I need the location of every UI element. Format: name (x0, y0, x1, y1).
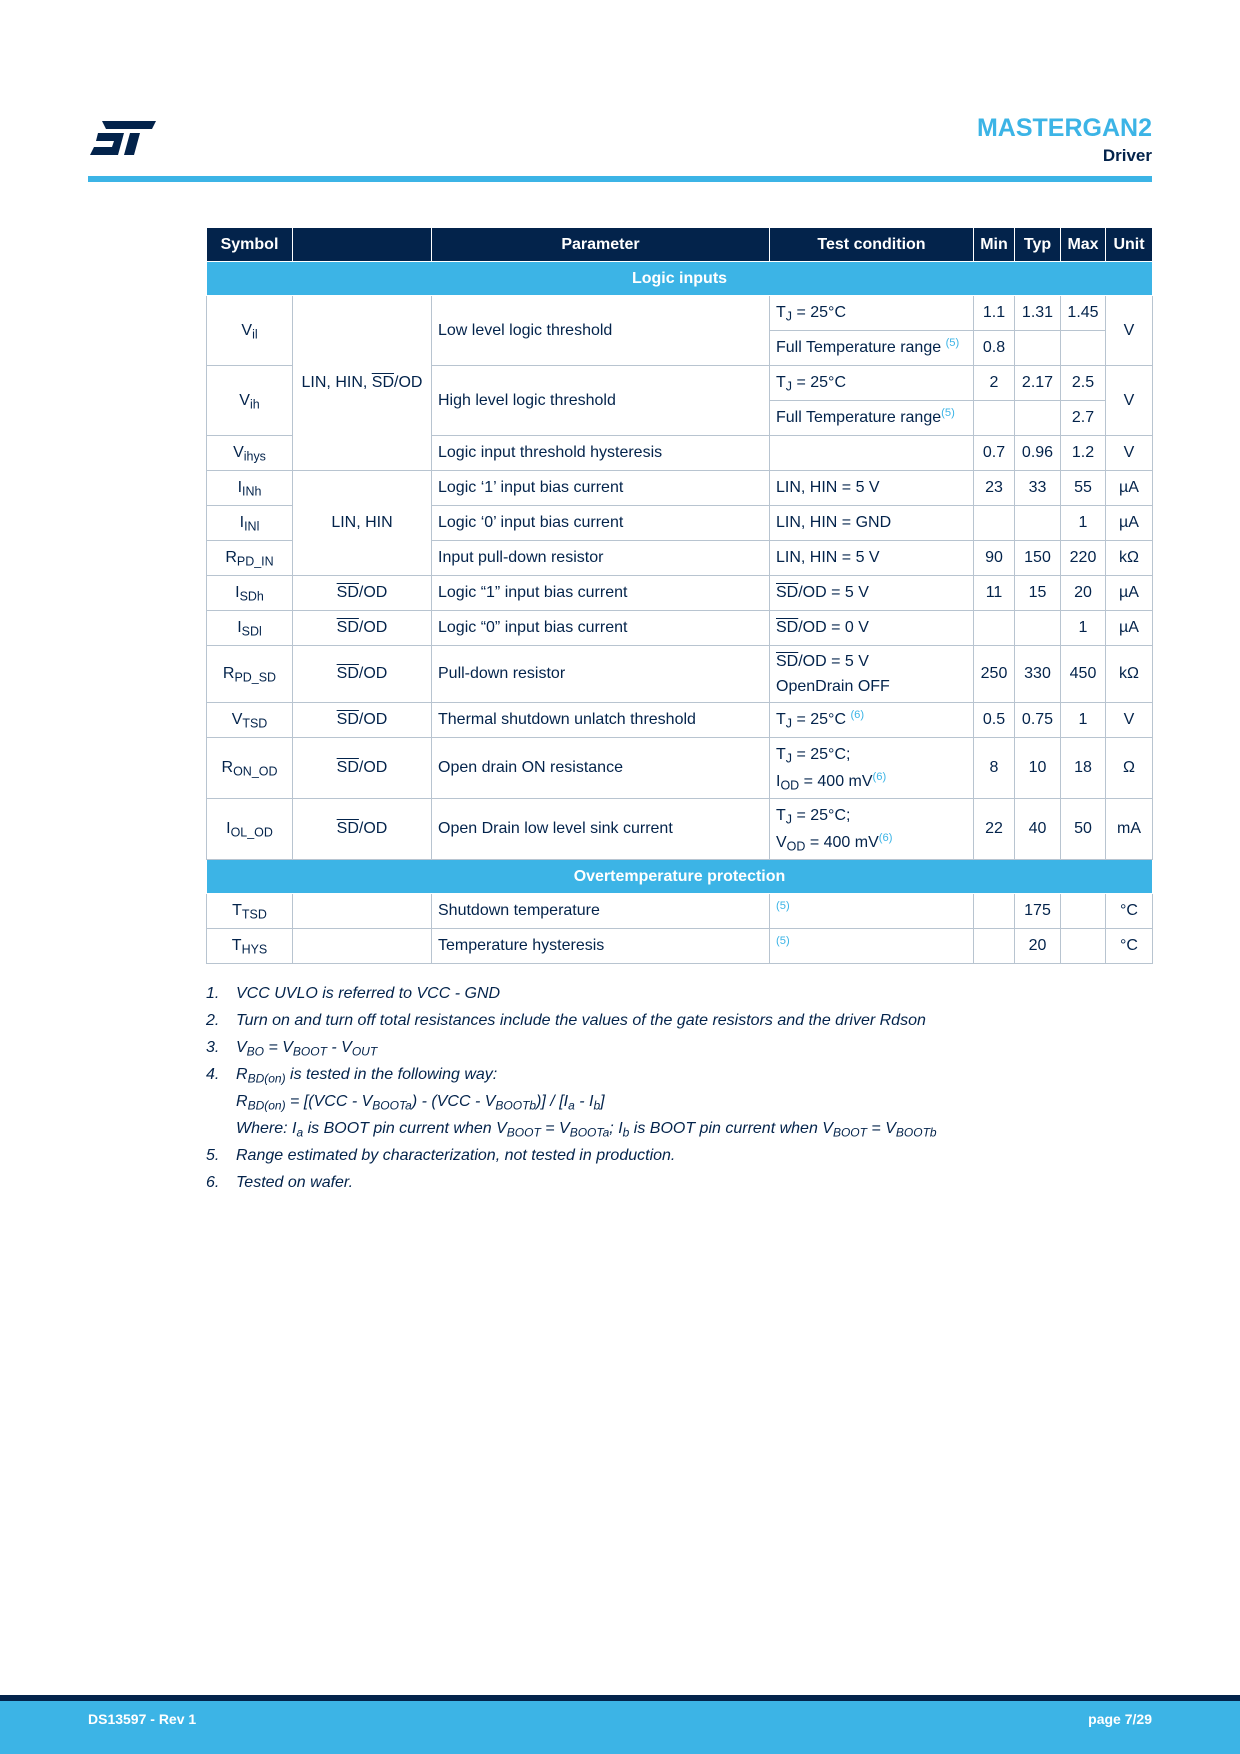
table-notes (206, 980, 1152, 1196)
col-header-test-condition: Test condition (770, 228, 974, 262)
typ-cell (1015, 506, 1061, 541)
note-3: 3. $V_{BO} = V_{BOOT} - V_{OUT}$ (206, 1039, 378, 1059)
symbol-cell: $V_{ih}$ (207, 366, 293, 436)
parameter-cell: Logic “0” input bias current (432, 611, 770, 646)
symbol-cell: $T_{TSD}$ (207, 894, 293, 929)
max-cell: 18 (1061, 738, 1106, 799)
condition-cell: $\overline{SD}/OD = 0$ V (770, 611, 974, 646)
max-cell: 1 (1061, 703, 1106, 738)
document-revision: DS13597 - Rev 1 (88, 1711, 197, 1727)
table-row (207, 576, 1153, 611)
symbol-cell: $R_{ON\_OD}$ (207, 738, 293, 799)
symbol-cell: $V_{TSD}$ (207, 703, 293, 738)
typ-cell (1015, 401, 1061, 436)
typ-cell: 10 (1015, 738, 1061, 799)
min-cell: 90 (974, 541, 1015, 576)
condition-cell (770, 929, 974, 964)
table-row (207, 894, 1153, 929)
section-overtemperature-protection: Overtemperature protection (207, 860, 1153, 894)
table-header-row (207, 228, 1153, 262)
pin-cell: $\overline{SD}/OD$ (293, 703, 432, 738)
max-cell: 20 (1061, 576, 1106, 611)
max-cell (1061, 331, 1106, 366)
pin-cell: $\overline{SD}/OD$ (293, 576, 432, 611)
min-cell (974, 611, 1015, 646)
min-cell: 23 (974, 471, 1015, 506)
table-row (207, 296, 1153, 331)
typ-cell: 150 (1015, 541, 1061, 576)
symbol-cell: $T_{HYS}$ (207, 929, 293, 964)
condition-cell: $T_J = 25^\circ C$; $I_{OD} = 400$ mV$^{(6)}$ (770, 738, 974, 799)
pin-cell (293, 929, 432, 964)
typ-cell: 20 (1015, 929, 1061, 964)
footnote-ref: (5) (776, 934, 790, 947)
parameter-cell: Open Drain low level sink current (432, 799, 770, 860)
condition-cell: LIN, HIN = 5 V (770, 541, 974, 576)
table-row (207, 799, 1153, 860)
unit-cell: kΩ (1106, 646, 1153, 703)
parameter-cell: Shutdown temperature (432, 894, 770, 929)
pin-cell: $\overline{SD}/OD$ (293, 646, 432, 703)
max-cell (1061, 894, 1106, 929)
header-rule (88, 176, 1152, 182)
min-cell (974, 401, 1015, 436)
unit-cell: °C (1106, 929, 1153, 964)
min-cell: 2 (974, 366, 1015, 401)
unit-cell: V (1106, 366, 1153, 436)
symbol-cell: $V_{ihys}$ (207, 436, 293, 471)
typ-cell: 1.31 (1015, 296, 1061, 331)
footer-bar (0, 1701, 1240, 1754)
symbol-cell: $I_{SDl}$ (207, 611, 293, 646)
parameter-cell: Logic ‘0’ input bias current (432, 506, 770, 541)
typ-cell: 15 (1015, 576, 1061, 611)
col-header-max: Max (1061, 228, 1106, 262)
max-cell: 450 (1061, 646, 1106, 703)
note-4: 4. $R_{BD(on)}$ is tested in the following way: $R_{BD(on)} = [(VCC - V_{BOOTa}) - (VCC - V_{BOOTb})] / [I_a - I_b]$ Where: $I_a$ is BOOT pin current when $V_{BOOT} = V_{BOOTa}$; $I_b$ is BOOT pin current when $V_{BOOT} = V_{BOOTb}$ (206, 1066, 937, 1140)
symbol-cell: $R_{PD\_SD}$ (207, 646, 293, 703)
condition-cell: $\overline{SD}/OD = 5$ V OpenDrain OFF (770, 646, 974, 703)
table-row (207, 646, 1153, 703)
min-cell (974, 929, 1015, 964)
note-2: 2. Turn on and turn off total resistances include the values of the gate resistors and the driver Rdson (206, 1012, 926, 1029)
col-header-pin (293, 228, 432, 262)
unit-cell: kΩ (1106, 541, 1153, 576)
max-cell: 55 (1061, 471, 1106, 506)
unit-cell: µA (1106, 471, 1153, 506)
footnote-ref: (6) (872, 770, 887, 783)
min-cell (974, 506, 1015, 541)
table-row (207, 471, 1153, 506)
electrical-characteristics-table (206, 227, 1153, 964)
pin-cell: $\overline{SD}/OD$ (293, 738, 432, 799)
max-cell: 50 (1061, 799, 1106, 860)
typ-cell: 0.75 (1015, 703, 1061, 738)
col-header-unit: Unit (1106, 228, 1153, 262)
section-logic-inputs: Logic inputs (207, 262, 1153, 296)
col-header-min: Min (974, 228, 1015, 262)
unit-cell: V (1106, 296, 1153, 366)
parameter-cell: High level logic threshold (432, 366, 770, 436)
typ-cell (1015, 611, 1061, 646)
max-cell: 1 (1061, 611, 1106, 646)
footnote-ref: (5) (941, 406, 955, 419)
typ-cell: 33 (1015, 471, 1061, 506)
max-cell: 1 (1061, 506, 1106, 541)
parameter-cell: Input pull-down resistor (432, 541, 770, 576)
pin-cell (293, 894, 432, 929)
min-cell: 8 (974, 738, 1015, 799)
symbol-cell: $I_{INl}$ (207, 506, 293, 541)
parameter-cell: Thermal shutdown unlatch threshold (432, 703, 770, 738)
table-row (207, 611, 1153, 646)
footnote-ref: (6) (878, 831, 893, 844)
parameter-cell: Logic ‘1’ input bias current (432, 471, 770, 506)
pin-cell: LIN, HIN (293, 471, 432, 576)
note-5: 5. Range estimated by characterization, not tested in production. (206, 1147, 676, 1164)
typ-cell: 2.17 (1015, 366, 1061, 401)
max-cell: 1.45 (1061, 296, 1106, 331)
min-cell: 0.5 (974, 703, 1015, 738)
max-cell: 2.5 (1061, 366, 1106, 401)
unit-cell: Ω (1106, 738, 1153, 799)
st-logo-icon (88, 118, 158, 158)
symbol-cell: $V_{il}$ (207, 296, 293, 366)
pin-cell: $\overline{SD}/OD$ (293, 611, 432, 646)
document-section: Driver (1102, 146, 1152, 165)
unit-cell: µA (1106, 506, 1153, 541)
max-cell: 2.7 (1061, 401, 1106, 436)
note-6: 6. Tested on wafer. (206, 1174, 354, 1191)
condition-cell: LIN, HIN = 5 V (770, 471, 974, 506)
footnote-ref: (5) (776, 899, 790, 912)
min-cell: 1.1 (974, 296, 1015, 331)
document-title: MASTERGAN2 (976, 114, 1152, 142)
typ-cell: 40 (1015, 799, 1061, 860)
page-number: page 7/29 (1088, 1711, 1152, 1727)
unit-cell: °C (1106, 894, 1153, 929)
symbol-cell: $R_{PD\_IN}$ (207, 541, 293, 576)
min-cell: 0.7 (974, 436, 1015, 471)
parameter-cell: Temperature hysteresis (432, 929, 770, 964)
condition-cell: $\overline{SD}/OD = 5$ V (770, 576, 974, 611)
typ-cell: 0.96 (1015, 436, 1061, 471)
symbol-cell: $I_{OL\_OD}$ (207, 799, 293, 860)
condition-cell: $T_J = 25^\circ C$; $V_{OD} = 400$ mV$^{(6)}$ (770, 799, 974, 860)
col-header-typ: Typ (1015, 228, 1061, 262)
unit-cell: V (1106, 703, 1153, 738)
condition-cell: $T_J = 25^\circ C$ (770, 366, 974, 401)
min-cell: 22 (974, 799, 1015, 860)
max-cell: 1.2 (1061, 436, 1106, 471)
note-1: 1. VCC UVLO is referred to VCC - GND (206, 985, 501, 1002)
table-row (207, 929, 1153, 964)
typ-cell (1015, 331, 1061, 366)
min-cell (974, 894, 1015, 929)
unit-cell: µA (1106, 611, 1153, 646)
col-header-symbol: Symbol (207, 228, 293, 262)
condition-cell: $T_J = 25^\circ C$ (770, 296, 974, 331)
condition-cell: LIN, HIN = GND (770, 506, 974, 541)
unit-cell: V (1106, 436, 1153, 471)
parameter-cell: Pull-down resistor (432, 646, 770, 703)
parameter-cell: Logic “1” input bias current (432, 576, 770, 611)
table-row (207, 738, 1153, 799)
parameter-cell: Open drain ON resistance (432, 738, 770, 799)
footnote-ref: (6) (850, 708, 865, 721)
unit-cell: µA (1106, 576, 1153, 611)
pin-cell: $\overline{SD}/OD$ (293, 799, 432, 860)
table-row (207, 703, 1153, 738)
condition-cell: Full Temperature range$^{(5)}$ (770, 401, 974, 436)
parameter-cell: Low level logic threshold (432, 296, 770, 366)
min-cell: 250 (974, 646, 1015, 703)
symbol-cell: $I_{INh}$ (207, 471, 293, 506)
footnote-ref: (5) (945, 336, 960, 349)
parameter-cell: Logic input threshold hysteresis (432, 436, 770, 471)
pin-cell: LIN, HIN, $\overline{SD}/OD$ (293, 296, 432, 471)
typ-cell: 175 (1015, 894, 1061, 929)
min-cell: 0.8 (974, 331, 1015, 366)
condition-cell: $T_J = 25^\circ C$ $^{(6)}$ (770, 703, 974, 738)
condition-cell (770, 436, 974, 471)
max-cell: 220 (1061, 541, 1106, 576)
symbol-cell: $I_{SDh}$ (207, 576, 293, 611)
condition-cell (770, 894, 974, 929)
col-header-parameter: Parameter (432, 228, 770, 262)
condition-cell: Full Temperature range $^{(5)}$ (770, 331, 974, 366)
min-cell: 11 (974, 576, 1015, 611)
unit-cell: mA (1106, 799, 1153, 860)
max-cell (1061, 929, 1106, 964)
typ-cell: 330 (1015, 646, 1061, 703)
